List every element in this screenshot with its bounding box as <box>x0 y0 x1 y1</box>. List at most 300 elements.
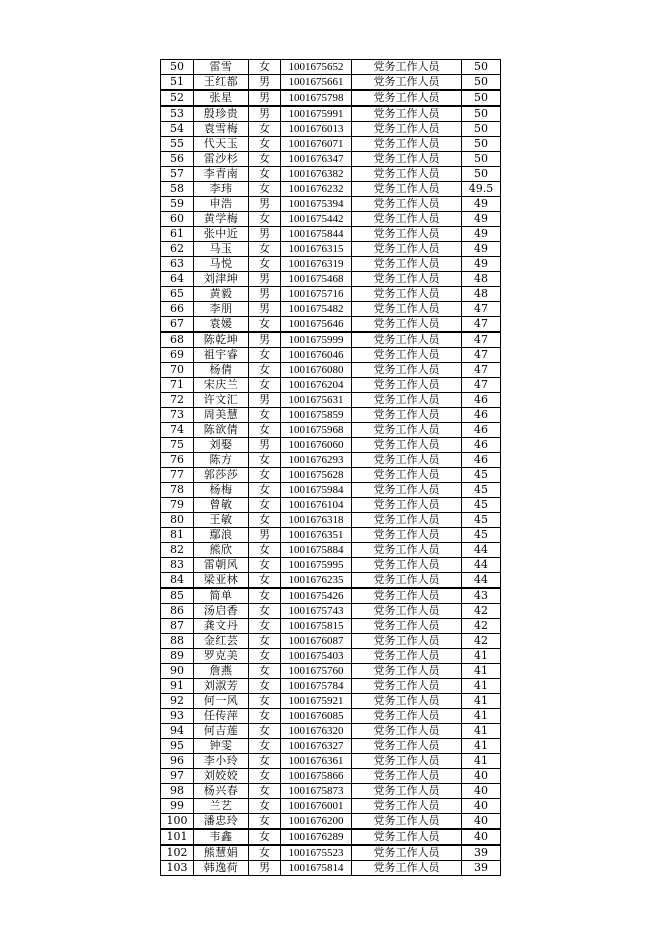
cell-position: 党务工作人员 <box>352 739 462 754</box>
cell-exam-id: 1001675661 <box>281 75 352 91</box>
cell-gender: 女 <box>249 558 281 573</box>
cell-gender: 男 <box>249 438 281 453</box>
cell-gender: 女 <box>249 649 281 664</box>
table-row <box>161 438 501 453</box>
cell-gender: 男 <box>249 528 281 543</box>
cell-exam-id: 1001675646 <box>281 317 352 333</box>
results-table <box>160 59 501 876</box>
cell-gender: 女 <box>249 724 281 739</box>
cell-gender: 女 <box>249 468 281 483</box>
table-row <box>161 588 501 604</box>
cell-number: 65 <box>161 287 194 302</box>
table-row <box>161 634 501 649</box>
cell-gender: 男 <box>249 227 281 242</box>
cell-exam-id: 1001675815 <box>281 619 352 634</box>
cell-name: 马玉 <box>194 242 249 257</box>
cell-score: 50 <box>462 167 501 182</box>
cell-name: 雷雪 <box>194 60 249 75</box>
cell-position: 党务工作人员 <box>352 619 462 634</box>
table-row <box>161 197 501 212</box>
cell-score: 40 <box>462 829 501 845</box>
cell-gender: 女 <box>249 363 281 378</box>
table-row <box>161 483 501 498</box>
cell-position: 党务工作人员 <box>352 799 462 814</box>
cell-position: 党务工作人员 <box>352 242 462 257</box>
cell-score: 50 <box>462 60 501 75</box>
cell-name: 龚文丹 <box>194 619 249 634</box>
cell-position: 党务工作人员 <box>352 528 462 543</box>
cell-number: 64 <box>161 272 194 287</box>
cell-gender: 女 <box>249 498 281 513</box>
cell-number: 85 <box>161 588 194 604</box>
cell-position: 党务工作人员 <box>352 604 462 619</box>
cell-number: 55 <box>161 137 194 152</box>
cell-name: 李朋 <box>194 302 249 317</box>
cell-number: 84 <box>161 573 194 589</box>
cell-gender: 女 <box>249 212 281 227</box>
cell-score: 40 <box>462 814 501 830</box>
cell-name: 何吉莲 <box>194 724 249 739</box>
table-row <box>161 694 501 709</box>
cell-score: 42 <box>462 634 501 649</box>
cell-exam-id: 1001675468 <box>281 272 352 287</box>
cell-exam-id: 1001675814 <box>281 861 352 876</box>
cell-position: 党务工作人员 <box>352 573 462 589</box>
cell-score: 48 <box>462 272 501 287</box>
cell-position: 党务工作人员 <box>352 694 462 709</box>
cell-gender: 女 <box>249 845 281 861</box>
cell-number: 74 <box>161 423 194 438</box>
cell-exam-id: 1001675873 <box>281 784 352 799</box>
cell-exam-id: 1001675652 <box>281 60 352 75</box>
cell-name: 代天玉 <box>194 137 249 152</box>
cell-number: 63 <box>161 257 194 272</box>
cell-number: 97 <box>161 769 194 784</box>
cell-exam-id: 1001675716 <box>281 287 352 302</box>
cell-score: 50 <box>462 90 501 106</box>
cell-number: 76 <box>161 453 194 468</box>
table-row <box>161 408 501 423</box>
cell-exam-id: 1001676046 <box>281 348 352 363</box>
cell-position: 党务工作人员 <box>352 106 462 122</box>
cell-exam-id: 1001676085 <box>281 709 352 724</box>
cell-position: 党务工作人员 <box>352 212 462 227</box>
cell-number: 66 <box>161 302 194 317</box>
cell-exam-id: 1001676087 <box>281 634 352 649</box>
cell-score: 42 <box>462 619 501 634</box>
cell-position: 党务工作人员 <box>352 167 462 182</box>
cell-exam-id: 1001675999 <box>281 332 352 348</box>
cell-score: 46 <box>462 438 501 453</box>
cell-exam-id: 1001676293 <box>281 453 352 468</box>
cell-name: 雷沙杉 <box>194 152 249 167</box>
cell-name: 韦鑫 <box>194 829 249 845</box>
cell-score: 46 <box>462 423 501 438</box>
cell-position: 党务工作人员 <box>352 679 462 694</box>
cell-gender: 女 <box>249 348 281 363</box>
table-row <box>161 122 501 137</box>
cell-exam-id: 1001675426 <box>281 588 352 604</box>
cell-name: 罗克美 <box>194 649 249 664</box>
cell-score: 45 <box>462 498 501 513</box>
cell-name: 鄢浪 <box>194 528 249 543</box>
cell-name: 钟雯 <box>194 739 249 754</box>
cell-score: 47 <box>462 363 501 378</box>
cell-position: 党务工作人员 <box>352 393 462 408</box>
cell-name: 汤启香 <box>194 604 249 619</box>
cell-exam-id: 1001676232 <box>281 182 352 197</box>
cell-position: 党务工作人员 <box>352 861 462 876</box>
cell-position: 党务工作人员 <box>352 90 462 106</box>
cell-exam-id: 1001676361 <box>281 754 352 769</box>
table-body <box>161 60 501 876</box>
cell-name: 詹燕 <box>194 664 249 679</box>
cell-score: 50 <box>462 122 501 137</box>
cell-position: 党务工作人员 <box>352 453 462 468</box>
cell-position: 党务工作人员 <box>352 483 462 498</box>
cell-number: 99 <box>161 799 194 814</box>
cell-number: 96 <box>161 754 194 769</box>
cell-name: 潘忠玲 <box>194 814 249 830</box>
cell-position: 党务工作人员 <box>352 182 462 197</box>
cell-gender: 女 <box>249 408 281 423</box>
cell-number: 72 <box>161 393 194 408</box>
table-row <box>161 498 501 513</box>
cell-name: 曾敏 <box>194 498 249 513</box>
table-row <box>161 227 501 242</box>
cell-exam-id: 1001675482 <box>281 302 352 317</box>
cell-name: 陈乾坤 <box>194 332 249 348</box>
cell-gender: 女 <box>249 604 281 619</box>
cell-number: 51 <box>161 75 194 91</box>
cell-name: 杨梅 <box>194 483 249 498</box>
table-row <box>161 242 501 257</box>
table-row <box>161 106 501 122</box>
cell-score: 45 <box>462 468 501 483</box>
cell-score: 48 <box>462 287 501 302</box>
cell-number: 50 <box>161 60 194 75</box>
table-row <box>161 152 501 167</box>
cell-score: 40 <box>462 769 501 784</box>
cell-exam-id: 1001676318 <box>281 513 352 528</box>
cell-name: 李青南 <box>194 167 249 182</box>
cell-exam-id: 1001676204 <box>281 378 352 393</box>
cell-exam-id: 1001675884 <box>281 543 352 558</box>
table-row <box>161 90 501 106</box>
cell-position: 党务工作人员 <box>352 423 462 438</box>
cell-number: 103 <box>161 861 194 876</box>
cell-number: 52 <box>161 90 194 106</box>
cell-position: 党务工作人员 <box>352 197 462 212</box>
cell-name: 何一风 <box>194 694 249 709</box>
cell-score: 44 <box>462 558 501 573</box>
cell-score: 40 <box>462 784 501 799</box>
cell-position: 党务工作人员 <box>352 317 462 333</box>
cell-exam-id: 1001676080 <box>281 363 352 378</box>
cell-score: 45 <box>462 513 501 528</box>
cell-gender: 男 <box>249 302 281 317</box>
cell-number: 98 <box>161 784 194 799</box>
cell-name: 刘津坤 <box>194 272 249 287</box>
cell-position: 党务工作人员 <box>352 498 462 513</box>
cell-exam-id: 1001676013 <box>281 122 352 137</box>
cell-number: 89 <box>161 649 194 664</box>
cell-position: 党务工作人员 <box>352 348 462 363</box>
cell-gender: 女 <box>249 543 281 558</box>
cell-position: 党务工作人员 <box>352 272 462 287</box>
cell-exam-id: 1001675743 <box>281 604 352 619</box>
cell-number: 73 <box>161 408 194 423</box>
cell-score: 43 <box>462 588 501 604</box>
cell-name: 马悦 <box>194 257 249 272</box>
cell-exam-id: 1001676347 <box>281 152 352 167</box>
cell-number: 75 <box>161 438 194 453</box>
cell-position: 党务工作人员 <box>352 227 462 242</box>
cell-score: 41 <box>462 709 501 724</box>
cell-number: 60 <box>161 212 194 227</box>
cell-gender: 男 <box>249 90 281 106</box>
cell-score: 47 <box>462 332 501 348</box>
cell-gender: 女 <box>249 829 281 845</box>
cell-score: 41 <box>462 739 501 754</box>
cell-name: 许文汇 <box>194 393 249 408</box>
cell-number: 56 <box>161 152 194 167</box>
cell-number: 83 <box>161 558 194 573</box>
cell-number: 101 <box>161 829 194 845</box>
table-row <box>161 468 501 483</box>
cell-position: 党务工作人员 <box>352 257 462 272</box>
cell-name: 金红芸 <box>194 634 249 649</box>
cell-exam-id: 1001676320 <box>281 724 352 739</box>
cell-gender: 女 <box>249 814 281 830</box>
cell-number: 100 <box>161 814 194 830</box>
cell-gender: 女 <box>249 634 281 649</box>
cell-position: 党务工作人员 <box>352 60 462 75</box>
cell-number: 82 <box>161 543 194 558</box>
cell-number: 69 <box>161 348 194 363</box>
cell-position: 党务工作人员 <box>352 287 462 302</box>
cell-number: 88 <box>161 634 194 649</box>
cell-exam-id: 1001675631 <box>281 393 352 408</box>
cell-gender: 女 <box>249 182 281 197</box>
cell-score: 47 <box>462 378 501 393</box>
cell-number: 70 <box>161 363 194 378</box>
table-row <box>161 257 501 272</box>
cell-exam-id: 1001675995 <box>281 558 352 573</box>
cell-gender: 女 <box>249 317 281 333</box>
cell-number: 79 <box>161 498 194 513</box>
cell-gender: 女 <box>249 694 281 709</box>
cell-exam-id: 1001675921 <box>281 694 352 709</box>
table-row <box>161 829 501 845</box>
table-row <box>161 558 501 573</box>
cell-position: 党务工作人员 <box>352 332 462 348</box>
cell-name: 周美慧 <box>194 408 249 423</box>
cell-exam-id: 1001676060 <box>281 438 352 453</box>
table-row <box>161 393 501 408</box>
cell-name: 杨兴春 <box>194 784 249 799</box>
cell-position: 党务工作人员 <box>352 438 462 453</box>
cell-name: 简单 <box>194 588 249 604</box>
cell-score: 45 <box>462 483 501 498</box>
cell-number: 62 <box>161 242 194 257</box>
cell-gender: 女 <box>249 709 281 724</box>
cell-exam-id: 1001675442 <box>281 212 352 227</box>
cell-score: 44 <box>462 573 501 589</box>
cell-number: 87 <box>161 619 194 634</box>
table-row <box>161 845 501 861</box>
cell-number: 93 <box>161 709 194 724</box>
cell-gender: 女 <box>249 573 281 589</box>
table-row <box>161 348 501 363</box>
table-row <box>161 167 501 182</box>
cell-gender: 女 <box>249 122 281 137</box>
table-row <box>161 649 501 664</box>
cell-position: 党务工作人员 <box>352 137 462 152</box>
cell-position: 党务工作人员 <box>352 543 462 558</box>
cell-score: 49.5 <box>462 182 501 197</box>
cell-exam-id: 1001676382 <box>281 167 352 182</box>
cell-name: 陈方 <box>194 453 249 468</box>
cell-position: 党务工作人员 <box>352 152 462 167</box>
cell-name: 李玮 <box>194 182 249 197</box>
cell-exam-id: 1001675760 <box>281 664 352 679</box>
cell-number: 80 <box>161 513 194 528</box>
cell-number: 67 <box>161 317 194 333</box>
cell-name: 王红都 <box>194 75 249 91</box>
cell-score: 41 <box>462 679 501 694</box>
table-row <box>161 60 501 75</box>
cell-gender: 女 <box>249 739 281 754</box>
cell-exam-id: 1001676235 <box>281 573 352 589</box>
cell-position: 党务工作人员 <box>352 724 462 739</box>
cell-gender: 女 <box>249 754 281 769</box>
cell-score: 49 <box>462 227 501 242</box>
cell-gender: 女 <box>249 483 281 498</box>
cell-score: 40 <box>462 799 501 814</box>
cell-gender: 女 <box>249 453 281 468</box>
cell-position: 党务工作人员 <box>352 378 462 393</box>
table-row <box>161 754 501 769</box>
cell-position: 党务工作人员 <box>352 75 462 91</box>
table-row <box>161 664 501 679</box>
cell-name: 韩逸荷 <box>194 861 249 876</box>
cell-gender: 女 <box>249 679 281 694</box>
table-row <box>161 814 501 830</box>
cell-score: 50 <box>462 106 501 122</box>
cell-gender: 女 <box>249 784 281 799</box>
cell-score: 41 <box>462 694 501 709</box>
cell-score: 41 <box>462 754 501 769</box>
cell-position: 党务工作人员 <box>352 122 462 137</box>
cell-gender: 男 <box>249 272 281 287</box>
cell-name: 雷朝风 <box>194 558 249 573</box>
cell-score: 47 <box>462 348 501 363</box>
cell-exam-id: 1001675968 <box>281 423 352 438</box>
table-row <box>161 528 501 543</box>
cell-score: 45 <box>462 528 501 543</box>
cell-exam-id: 1001675628 <box>281 468 352 483</box>
cell-exam-id: 1001675403 <box>281 649 352 664</box>
cell-gender: 女 <box>249 799 281 814</box>
table-row <box>161 302 501 317</box>
cell-score: 49 <box>462 257 501 272</box>
table-row <box>161 212 501 227</box>
cell-position: 党务工作人员 <box>352 468 462 483</box>
cell-score: 46 <box>462 408 501 423</box>
cell-name: 袁雪梅 <box>194 122 249 137</box>
cell-name: 郭莎莎 <box>194 468 249 483</box>
table-row <box>161 619 501 634</box>
cell-gender: 男 <box>249 197 281 212</box>
cell-score: 50 <box>462 152 501 167</box>
cell-gender: 女 <box>249 257 281 272</box>
cell-gender: 男 <box>249 861 281 876</box>
cell-name: 申浩 <box>194 197 249 212</box>
table-row <box>161 513 501 528</box>
table-row <box>161 287 501 302</box>
table-row <box>161 75 501 91</box>
cell-number: 68 <box>161 332 194 348</box>
cell-gender: 女 <box>249 60 281 75</box>
table-row <box>161 573 501 589</box>
cell-exam-id: 1001675394 <box>281 197 352 212</box>
cell-number: 86 <box>161 604 194 619</box>
cell-gender: 女 <box>249 137 281 152</box>
cell-number: 53 <box>161 106 194 122</box>
cell-number: 81 <box>161 528 194 543</box>
cell-number: 102 <box>161 845 194 861</box>
cell-number: 91 <box>161 679 194 694</box>
cell-number: 71 <box>161 378 194 393</box>
cell-score: 42 <box>462 604 501 619</box>
cell-exam-id: 1001676104 <box>281 498 352 513</box>
cell-exam-id: 1001675798 <box>281 90 352 106</box>
cell-gender: 男 <box>249 393 281 408</box>
cell-position: 党务工作人员 <box>352 709 462 724</box>
table-row <box>161 709 501 724</box>
cell-score: 49 <box>462 197 501 212</box>
cell-exam-id: 1001676200 <box>281 814 352 830</box>
table-row <box>161 769 501 784</box>
cell-name: 张星 <box>194 90 249 106</box>
cell-name: 任传萍 <box>194 709 249 724</box>
table-row <box>161 799 501 814</box>
cell-exam-id: 1001676319 <box>281 257 352 272</box>
cell-number: 77 <box>161 468 194 483</box>
cell-score: 46 <box>462 453 501 468</box>
cell-position: 党务工作人员 <box>352 829 462 845</box>
cell-score: 41 <box>462 649 501 664</box>
cell-number: 57 <box>161 167 194 182</box>
cell-exam-id: 1001676071 <box>281 137 352 152</box>
cell-position: 党务工作人员 <box>352 408 462 423</box>
cell-number: 92 <box>161 694 194 709</box>
table-row <box>161 378 501 393</box>
cell-position: 党务工作人员 <box>352 513 462 528</box>
cell-gender: 女 <box>249 167 281 182</box>
cell-score: 50 <box>462 75 501 91</box>
cell-name: 陈欲倩 <box>194 423 249 438</box>
cell-exam-id: 1001676289 <box>281 829 352 845</box>
cell-name: 刘淑芳 <box>194 679 249 694</box>
cell-position: 党务工作人员 <box>352 649 462 664</box>
cell-exam-id: 1001676315 <box>281 242 352 257</box>
table-row <box>161 739 501 754</box>
cell-score: 46 <box>462 393 501 408</box>
cell-position: 党务工作人员 <box>352 769 462 784</box>
cell-gender: 女 <box>249 769 281 784</box>
